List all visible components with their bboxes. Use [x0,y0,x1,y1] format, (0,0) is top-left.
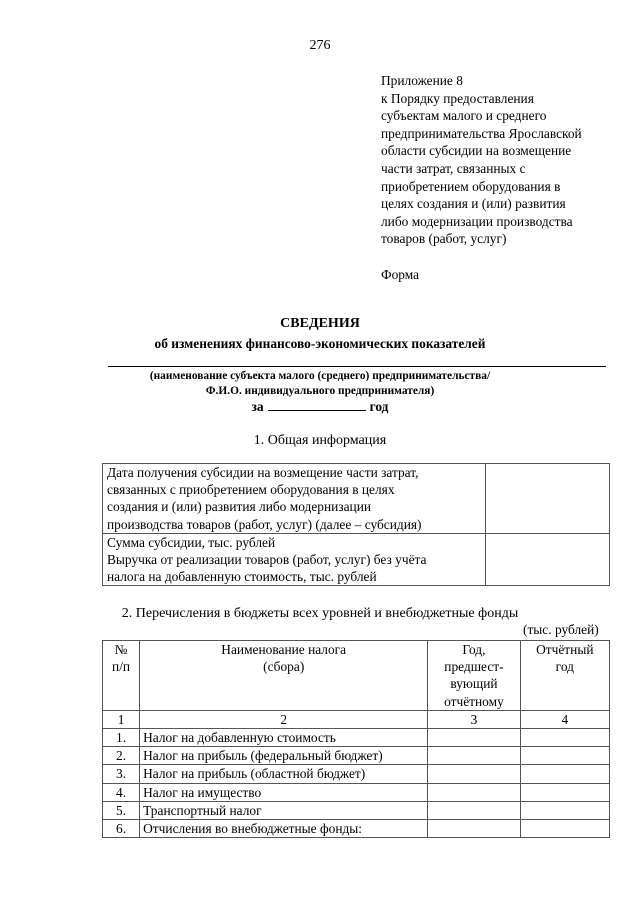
table-cell-label [103,533,486,586]
table-row [103,801,610,819]
appendix-line: предпринимательства Ярославской [381,125,582,141]
document-subtitle: об изменениях финансово-экономических показателей [154,336,486,351]
appendix-line: к Порядку предоставления [381,90,534,106]
header-line: Наименование налога [221,642,347,657]
table-cell-label [103,464,486,534]
column-number-row [103,710,610,728]
section2-heading: 2. Перечисления в бюджеты всех уровней и внебюджетные фонды [121,606,519,621]
row-number: 1. [103,729,140,747]
row-prev-value[interactable] [428,747,520,765]
row-curr-value[interactable] [520,783,609,801]
cell-line: Выручка от реализации товаров (работ, услуг) без учёта [107,552,427,568]
table-row [103,783,610,801]
row-tax-name: Налог на прибыль (федеральный бюджет) [140,747,428,765]
header-line: предшест- [444,659,504,675]
header-line: вующий [450,676,498,692]
appendix-line: товаров (работ, услуг) [381,231,507,247]
column-number: 2 [140,710,428,728]
header-tax-name [140,641,428,711]
header-prev-year [428,641,520,711]
header-line: Год, [462,642,486,657]
entity-name-hint [0,369,640,399]
header-line: отчётному [444,693,504,709]
cell-line: создания и (или) развития либо модернизации [107,499,372,515]
appendix-line: приобретением оборудования в [381,178,561,194]
row-number: 2. [103,747,140,765]
row-number: 3. [103,765,140,783]
table-row [103,533,610,586]
general-info-table [102,463,610,586]
row-number: 5. [103,801,140,819]
appendix-block [381,72,631,284]
row-curr-value[interactable] [520,729,609,747]
appendix-line: субъектам малого и среднего [381,108,547,124]
cell-line: налога на добавленную стоимость, тыс. рублей [107,569,377,585]
subsidy-date-value-cell[interactable] [486,464,610,534]
section1-heading: 1. Общая информация [253,433,387,448]
unit-label: (тыс. рублей) [523,622,599,637]
header-line: (сбора) [263,659,305,675]
column-number: 3 [428,710,520,728]
header-line: № [114,642,128,657]
year-field[interactable] [268,398,366,411]
row-number: 6. [103,820,140,838]
column-number: 1 [103,710,140,728]
header-report-year [520,641,609,711]
row-prev-value[interactable] [428,801,520,819]
appendix-line: области субсидии на возмещение [381,143,572,159]
entity-name-hint-line: Ф.И.О. индивидуального предпринимателя) [205,385,435,397]
row-curr-value[interactable] [520,801,609,819]
entity-name-hint-line: (наименование субъекта малого (среднего) предпринимательства/ [149,370,491,382]
row-prev-value[interactable] [428,729,520,747]
row-tax-name: Налог на имущество [140,783,428,801]
header-line: п/п [112,659,131,675]
row-curr-value[interactable] [520,747,609,765]
header-line: год [555,659,574,675]
table-row [103,747,610,765]
document-title: СВЕДЕНИЯ [280,316,360,331]
table-row [103,820,610,838]
row-tax-name: Отчисления во внебюджетные фонды: [140,820,428,838]
appendix-line: либо модернизации производства [381,213,573,229]
appendix-line: целях создания и (или) развития [381,196,566,212]
row-curr-value[interactable] [520,820,609,838]
table-row [103,464,610,534]
cell-line: Сумма субсидии, тыс. рублей [107,534,276,550]
cell-line: производства товаров (работ, услуг) (далее – субсидия) [107,516,422,532]
row-number: 4. [103,783,140,801]
subsidy-amount-value-cell[interactable] [486,533,610,586]
page-number: 276 [309,38,331,53]
appendix-line: Приложение 8 [381,73,463,88]
column-number: 4 [520,710,609,728]
budget-payments-table [102,640,610,838]
header-num [103,641,140,711]
row-prev-value[interactable] [428,765,520,783]
row-curr-value[interactable] [520,765,609,783]
row-tax-name: Налог на добавленную стоимость [140,729,428,747]
header-line: Отчётный [536,642,594,657]
table-row [103,765,610,783]
appendix-line: части затрат, связанных с [381,160,526,176]
entity-name-field[interactable] [108,366,606,367]
form-label: Форма [381,266,420,282]
row-tax-name: Налог на прибыль (областной бюджет) [140,765,428,783]
year-prefix: за [251,399,264,414]
row-prev-value[interactable] [428,820,520,838]
row-tax-name: Транспортный налог [140,801,428,819]
year-suffix: год [369,399,389,414]
cell-line: Дата получения субсидии на возмещение части затрат, [107,465,419,480]
row-prev-value[interactable] [428,783,520,801]
cell-line: связанных с приобретением оборудования в целях [107,482,395,498]
table-header-row [103,641,610,711]
table-row [103,729,610,747]
year-line [0,398,640,415]
